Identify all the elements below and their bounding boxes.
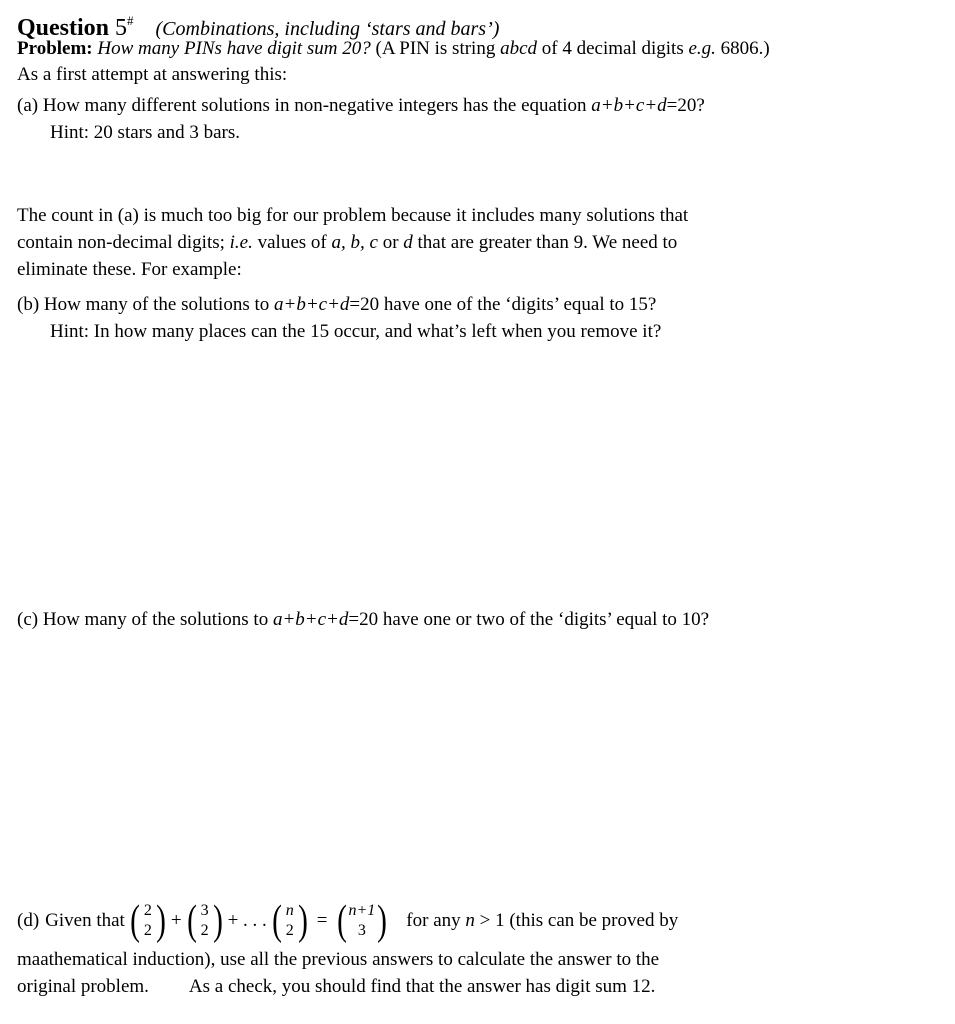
part-b-text-suffix: =20 have one of the ‘digits’ equal to 15? [349, 294, 657, 315]
problem-detail-end: 6806.) [715, 38, 770, 59]
binomial-4-bottom: 3 [357, 922, 366, 939]
binomial-4 [335, 900, 390, 942]
question-label: Question [17, 15, 110, 41]
problem-question: How many PINs have digit sum 20? [97, 38, 371, 59]
part-d-line-3 [17, 975, 655, 999]
problem-detail-prefix: (A PIN is string [375, 38, 501, 59]
part-d-question [17, 894, 678, 948]
part-b-label: (b) [17, 294, 40, 315]
part-d-condition [406, 910, 678, 932]
intro-text: As a first attempt at answering this: [17, 64, 288, 85]
part-a-text-suffix: =20? [666, 95, 705, 116]
question-superscript: # [127, 13, 134, 28]
right-paren: ) [155, 898, 166, 944]
binomial-2 [185, 900, 225, 942]
part-a-question [17, 94, 705, 118]
binomial-3 [270, 900, 310, 942]
part-a-equation: a+b+c+d [591, 95, 667, 116]
part-d-label: (d) [17, 910, 40, 931]
paragraph-line2-prefix: contain non-decimal digits; [17, 232, 230, 253]
part-a-hint: Hint: 20 stars and 3 bars. [50, 122, 240, 143]
part-c-text-prefix: How many of the solutions to [38, 609, 273, 630]
binomial-1-top: 2 [143, 902, 152, 919]
part-d-line3-a: original problem. [17, 976, 149, 997]
paragraph-ie: i.e. [229, 232, 253, 253]
binomial-1-bottom: 2 [143, 922, 152, 939]
part-a-label: (a) [17, 95, 39, 116]
problem-detail-eg: e.g. [688, 38, 716, 59]
paragraph-line2-suffix: that are greater than 9. We need to [412, 232, 678, 253]
condition-suffix: > 1 (this can be proved by [474, 910, 679, 931]
part-c-text-suffix: =20 have one or two of the ‘digits’ equal to 10? [348, 609, 710, 630]
binomial-3-bottom: 2 [285, 922, 294, 939]
paragraph-line-1: The count in (a) is much too big for our problem because it includes many solutions that [17, 205, 689, 226]
binomial-1 [128, 900, 168, 942]
right-paren: ) [297, 898, 308, 944]
part-c-question [17, 608, 709, 632]
paragraph-line-2 [17, 231, 677, 255]
problem-detail-mid: of 4 decimal digits [537, 38, 689, 59]
part-d-line-2: maathematical induction), use all the previous answers to calculate the answer to the [17, 949, 660, 970]
part-d-given: Given that [45, 910, 125, 931]
part-b-equation: a+b+c+d [274, 294, 350, 315]
paragraph-var-d: d [403, 232, 413, 253]
left-paren: ( [129, 898, 140, 944]
part-d-line3-b: As a check, you should find that the answer has digit sum 12. [188, 976, 656, 997]
ellipsis: + . . . [227, 910, 267, 931]
part-b-hint: Hint: In how many places can the 15 occur, and what’s left when you remove it? [50, 321, 662, 342]
paragraph-or: or [377, 232, 404, 253]
paragraph-vars: a, b, c [331, 232, 378, 253]
condition-var: n [465, 910, 475, 931]
binomial-3-top: n [285, 902, 294, 919]
part-c-equation: a+b+c+d [272, 609, 349, 630]
right-paren: ) [212, 898, 223, 944]
question-number: 5 [115, 15, 128, 41]
paragraph-line-3: eliminate these. For example: [17, 259, 242, 280]
condition-prefix: for any [406, 910, 466, 931]
binomial-4-top: n+1 [348, 902, 376, 919]
problem-label: Problem: [17, 38, 93, 59]
plus-sign: + [170, 910, 182, 931]
problem-detail-var: abcd [500, 38, 538, 59]
part-c-label: (c) [17, 609, 39, 630]
left-paren: ( [271, 898, 282, 944]
right-paren: ) [377, 898, 388, 944]
left-paren: ( [186, 898, 197, 944]
part-b-question [17, 293, 656, 317]
binomial-2-top: 3 [200, 902, 209, 919]
equals-sign: = [316, 910, 328, 931]
binomial-2-bottom: 2 [200, 922, 209, 939]
part-a-text-prefix: How many different solutions in non-negative integers has the equation [38, 95, 592, 116]
paragraph-line2-mid: values of [252, 232, 332, 253]
left-paren: ( [336, 898, 347, 944]
part-b-text-prefix: How many of the solutions to [39, 294, 275, 315]
question-subtitle: (Combinations, including ‘stars and bars’) [155, 18, 500, 40]
problem-statement [17, 37, 770, 61]
